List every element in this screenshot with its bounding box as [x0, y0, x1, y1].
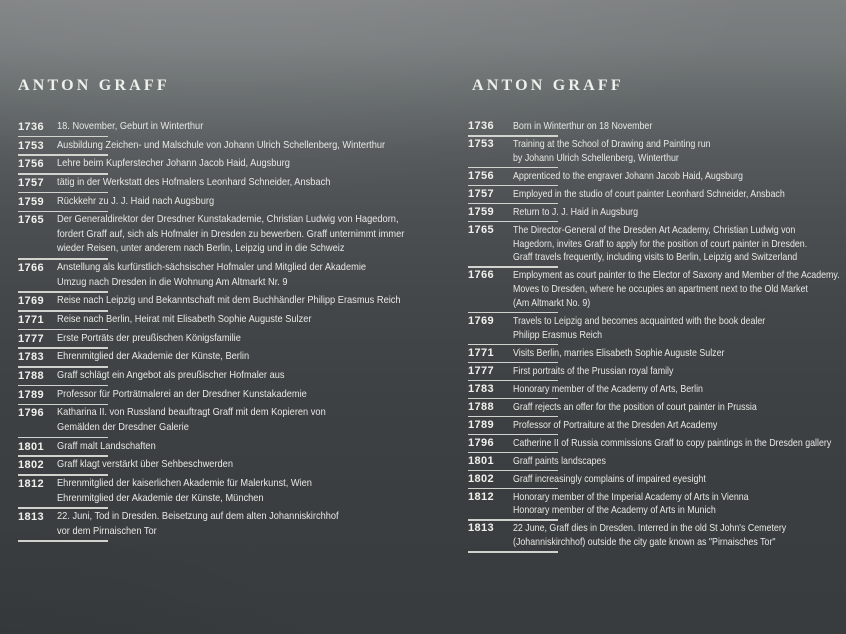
entry-text [513, 269, 846, 310]
entry-year: 1756 [468, 169, 495, 182]
entry-text [57, 176, 458, 191]
timeline-column-english [468, 120, 846, 554]
entry-separator [468, 416, 558, 418]
timeline-entry-german-1757 [18, 176, 458, 191]
entry-text-line: Umzug nach Dresden in die Wohnung Am Altmarkt Nr. 9 [57, 276, 288, 288]
timeline-entry-english-1757 [468, 188, 846, 202]
entry-text-line: Lehre beim Kupferstecher Johann Jacob Haid, Augsburg [57, 158, 290, 170]
entry-year: 1757 [18, 177, 45, 190]
entry-separator [18, 291, 108, 293]
entry-text-line: fordert Graff auf, sich als Hofmaler in Dresden zu bewerben. Graff unternimmt immer [57, 228, 405, 240]
entry-year: 1765 [18, 214, 45, 227]
entry-separator [468, 312, 558, 314]
timeline-entry-german-1753 [18, 139, 458, 154]
entry-text-line: Graff malt Landschaften [57, 440, 156, 452]
entry-separator [18, 455, 108, 457]
timeline-entry-german-1813 [18, 510, 458, 539]
timeline-entry-english-1777 [468, 365, 846, 379]
entry-text-line: Ausbildung Zeichen- und Malschule von Johann Ulrich Schellenberg, Winterthur [57, 139, 386, 151]
entry-year: 1801 [18, 440, 45, 453]
timeline-entry-english-1766 [468, 269, 846, 310]
entry-year: 1813 [18, 511, 45, 524]
entry-text [513, 491, 846, 519]
entry-text [513, 437, 846, 451]
entry-separator [468, 221, 558, 223]
entry-separator [468, 362, 558, 364]
timeline-entry-english-1813 [468, 522, 846, 550]
entry-year: 1769 [18, 295, 45, 308]
timeline-entry-german-1736 [18, 120, 458, 135]
entry-separator [18, 347, 108, 349]
timeline-entry-german-1783 [18, 350, 458, 365]
timeline-entry-english-1756 [468, 170, 846, 184]
entry-separator [18, 507, 108, 509]
entry-text-line: Rückkehr zu J. J. Haid nach Augsburg [57, 195, 215, 207]
timeline-entry-english-1789 [468, 419, 846, 433]
entry-year: 1801 [468, 454, 495, 467]
entry-separator [18, 192, 108, 194]
entry-text [513, 315, 846, 343]
entry-text-line: (Am Altmarkt No. 9) [513, 297, 591, 309]
timeline-entry-german-1802 [18, 458, 458, 473]
timeline-entry-english-1812 [468, 491, 846, 519]
entry-separator [468, 470, 558, 472]
entry-text-line: Hagedorn, invites Graff to apply for the position of court painter in Dresden. [513, 238, 808, 250]
entry-year: 1788 [468, 400, 495, 413]
timeline-entry-english-1801 [468, 455, 846, 469]
panel-title-english: ANTON GRAFF [472, 77, 624, 94]
entry-separator [468, 434, 558, 436]
entry-text-line: Honorary member of the Academy of Arts, Berlin [513, 383, 703, 395]
entry-text-line: Erste Porträts der preußischen Königsfamilie [57, 332, 241, 344]
entry-text-line: Graff increasingly complains of impaired eyesight [513, 473, 706, 485]
entry-year: 1789 [468, 418, 495, 431]
entry-text-line: Born in Winterthur on 18 November [513, 121, 653, 132]
entry-text-line: Graff klagt verstärkt über Sehbeschwerden [57, 459, 234, 471]
entry-separator [468, 203, 558, 205]
timeline-entry-german-1756 [18, 157, 458, 172]
entry-text [57, 213, 458, 257]
entry-year: 1812 [468, 490, 495, 503]
entry-text [513, 188, 846, 202]
entry-text-line: Gemälden der Dresdner Galerie [57, 421, 189, 433]
entry-text [57, 477, 458, 506]
entry-separator [468, 266, 558, 268]
entry-separator [468, 344, 558, 346]
timeline-entry-english-1769 [468, 315, 846, 343]
entry-year: 1777 [18, 332, 45, 345]
entry-text [57, 313, 458, 328]
timeline-entry-english-1753 [468, 138, 846, 166]
entry-text-line: 22 June, Graff dies in Dresden. Interred in the old St John's Cemetery [513, 523, 787, 535]
entry-text-line: Graff paints landscapes [513, 455, 606, 467]
entry-separator [468, 167, 558, 169]
entry-separator [468, 551, 558, 553]
entry-separator [18, 540, 108, 542]
entry-separator [18, 366, 108, 368]
entry-separator [18, 310, 108, 312]
timeline-entry-german-1765 [18, 213, 458, 257]
entry-text-line: 22. Juni, Tod in Dresden. Beisetzung auf dem alten Johanniskirchhof [57, 511, 339, 523]
entry-text-line: 18. November, Geburt in Winterthur [57, 121, 204, 132]
entry-text [513, 206, 846, 220]
entry-year: 1783 [18, 351, 45, 364]
entry-text [513, 138, 846, 166]
timeline-entry-english-1783 [468, 383, 846, 397]
timeline-entry-german-1788 [18, 369, 458, 384]
entry-text-line: Catherine II of Russia commissions Graff to copy paintings in the Dresden gallery [513, 437, 832, 449]
entry-year: 1802 [468, 472, 495, 485]
entry-separator [468, 135, 558, 137]
entry-text [57, 406, 458, 435]
entry-text [513, 224, 846, 265]
entry-text [57, 261, 458, 290]
entry-text-line: Graff travels frequently, including visits to Berlin, Leipzig and Switzerland [513, 252, 798, 264]
timeline-entry-english-1788 [468, 401, 846, 415]
entry-year: 1796 [468, 436, 495, 449]
entry-text [57, 120, 458, 135]
timeline-entry-german-1769 [18, 294, 458, 309]
entry-text-line: wieder Reisen, unter anderem nach Berlin, Leipzig und in die Schweiz [57, 243, 345, 255]
entry-text-line: Anstellung als kurfürstlich-sächsischer Hofmaler und Mitglied der Akademie [57, 262, 367, 274]
entry-text [57, 294, 458, 309]
entry-separator [468, 398, 558, 400]
entry-text [57, 388, 458, 403]
entry-separator [18, 385, 108, 387]
entry-year: 1765 [468, 223, 495, 236]
entry-text [57, 195, 458, 210]
entry-separator [18, 154, 108, 156]
entry-year: 1771 [18, 314, 45, 326]
timeline-entry-english-1796 [468, 437, 846, 451]
entry-separator [18, 211, 108, 213]
entry-text [57, 139, 458, 154]
entry-text [57, 350, 458, 365]
panel-title-german: ANTON GRAFF [18, 77, 170, 94]
entry-year: 1771 [468, 346, 495, 359]
entry-separator [18, 136, 108, 138]
entry-year: 1777 [468, 364, 495, 377]
entry-year: 1766 [18, 262, 45, 275]
entry-year: 1783 [468, 382, 495, 395]
entry-separator [18, 173, 108, 175]
entry-year: 1759 [468, 205, 495, 218]
entry-text [57, 157, 458, 172]
timeline-entry-german-1766 [18, 261, 458, 290]
entry-year: 1789 [18, 388, 45, 401]
entry-text-line: Reise nach Leipzig und Bekanntschaft mit dem Buchhändler Philipp Erasmus Reich [57, 295, 401, 307]
entry-text [57, 332, 458, 347]
entry-text-line: Professor of Portraiture at the Dresden Art Academy [513, 419, 718, 431]
entry-text-line: vor dem Pirnaischen Tor [57, 525, 157, 537]
entry-year: 1753 [468, 137, 495, 150]
entry-text [513, 170, 846, 184]
entry-text [513, 522, 846, 550]
entry-separator [468, 452, 558, 454]
entry-separator [468, 380, 558, 382]
entry-text-line: Travels to Leipzig and becomes acquainted with the book dealer [513, 315, 766, 327]
entry-text-line: (Johanniskirchhof) outside the city gate known as "Pirnaisches Tor" [513, 537, 776, 549]
entry-text-line: Return to J. J. Haid in Augsburg [513, 206, 639, 218]
timeline-entry-english-1802 [468, 473, 846, 487]
entry-separator [18, 329, 108, 331]
entry-text-line: Moves to Dresden, where he occupies an apartment next to the Old Market [513, 284, 808, 296]
entry-text-line: Employment as court painter to the Elector of Saxony and Member of the Academy. [513, 270, 840, 282]
entry-year: 1759 [18, 195, 45, 208]
entry-text-line: Honorary member of the Academy of Arts in Munich [513, 505, 716, 517]
entry-year: 1736 [468, 120, 495, 132]
entry-year: 1813 [468, 522, 495, 535]
entry-year: 1788 [18, 370, 45, 383]
timeline-entry-german-1801 [18, 440, 458, 455]
entry-separator [468, 519, 558, 521]
entry-separator [18, 437, 108, 439]
entry-text-line: Ehrenmitglied der Akademie der Künste, München [57, 492, 264, 504]
entry-text-line: Katharina II. von Russland beauftragt Graff mit dem Kopieren von [57, 407, 326, 419]
timeline-entry-english-1759 [468, 206, 846, 220]
entry-text-line: Honorary member of the Imperial Academy of Arts in Vienna [513, 491, 749, 503]
entry-text-line: Ehrenmitglied der kaiserlichen Akademie für Malerkunst, Wien [57, 478, 312, 489]
timeline-entry-german-1771 [18, 313, 458, 328]
entry-year: 1769 [468, 314, 495, 327]
entry-year: 1766 [468, 269, 495, 282]
entry-text [513, 365, 846, 379]
entry-year: 1812 [18, 478, 45, 490]
entry-text-line: Professor für Porträtmalerei an der Dresdner Kunstakademie [57, 388, 307, 400]
entry-year: 1756 [18, 158, 45, 171]
entry-text-line: Der Generaldirektor der Dresdner Kunstakademie, Christian Ludwig von Hagedorn, [57, 214, 399, 226]
entry-year: 1736 [18, 121, 45, 133]
timeline-entry-english-1736 [468, 120, 846, 134]
entry-separator [18, 404, 108, 406]
entry-text-line: The Director-General of the Dresden Art Academy, Christian Ludwig von [513, 224, 796, 236]
entry-separator [18, 258, 108, 260]
entry-text-line: Reise nach Berlin, Heirat mit Elisabeth Sophie Auguste Sulzer [57, 314, 312, 325]
entry-text [57, 458, 458, 473]
entry-text-line: Employed in the studio of court painter Leonhard Schneider, Ansbach [513, 188, 785, 200]
entry-text-line: Visits Berlin, marries Elisabeth Sophie Auguste Sulzer [513, 347, 725, 359]
entry-text [57, 440, 458, 455]
entry-text-line: by Johann Ulrich Schellenberg, Winterthur [513, 152, 679, 164]
entry-text [513, 473, 846, 487]
entry-text [513, 120, 846, 134]
entry-text [513, 455, 846, 469]
timeline-entry-english-1771 [468, 347, 846, 361]
entry-year: 1753 [18, 139, 45, 152]
timeline-entry-german-1759 [18, 195, 458, 210]
timeline-entry-english-1765 [468, 224, 846, 265]
entry-text [513, 401, 846, 415]
entry-separator [468, 488, 558, 490]
timeline-entry-german-1789 [18, 388, 458, 403]
entry-text-line: tätig in der Werkstatt des Hofmalers Leonhard Schneider, Ansbach [57, 177, 331, 189]
entry-year: 1757 [468, 187, 495, 200]
entry-text [57, 369, 458, 384]
entry-text [513, 347, 846, 361]
entry-separator [468, 185, 558, 187]
entry-text [513, 383, 846, 397]
entry-text-line: Graff rejects an offer for the position of court painter in Prussia [513, 401, 757, 413]
timeline-column-german [18, 120, 458, 543]
entry-text-line: Philipp Erasmus Reich [513, 329, 603, 341]
entry-text-line: First portraits of the Prussian royal family [513, 365, 674, 377]
entry-year: 1796 [18, 407, 45, 420]
entry-separator [18, 474, 108, 476]
timeline-entry-german-1777 [18, 332, 458, 347]
entry-text-line: Apprenticed to the engraver Johann Jacob Haid, Augsburg [513, 170, 743, 182]
entry-text [513, 419, 846, 433]
entry-text-line: Training at the School of Drawing and Painting run [513, 138, 711, 150]
entry-year: 1802 [18, 459, 45, 472]
timeline-entry-german-1796 [18, 406, 458, 435]
entry-text-line: Graff schlägt ein Angebot als preußischer Hofmaler aus [57, 370, 285, 382]
entry-text-line: Ehrenmitglied der Akademie der Künste, Berlin [57, 351, 250, 363]
entry-text [57, 510, 458, 539]
timeline-entry-german-1812 [18, 477, 458, 506]
